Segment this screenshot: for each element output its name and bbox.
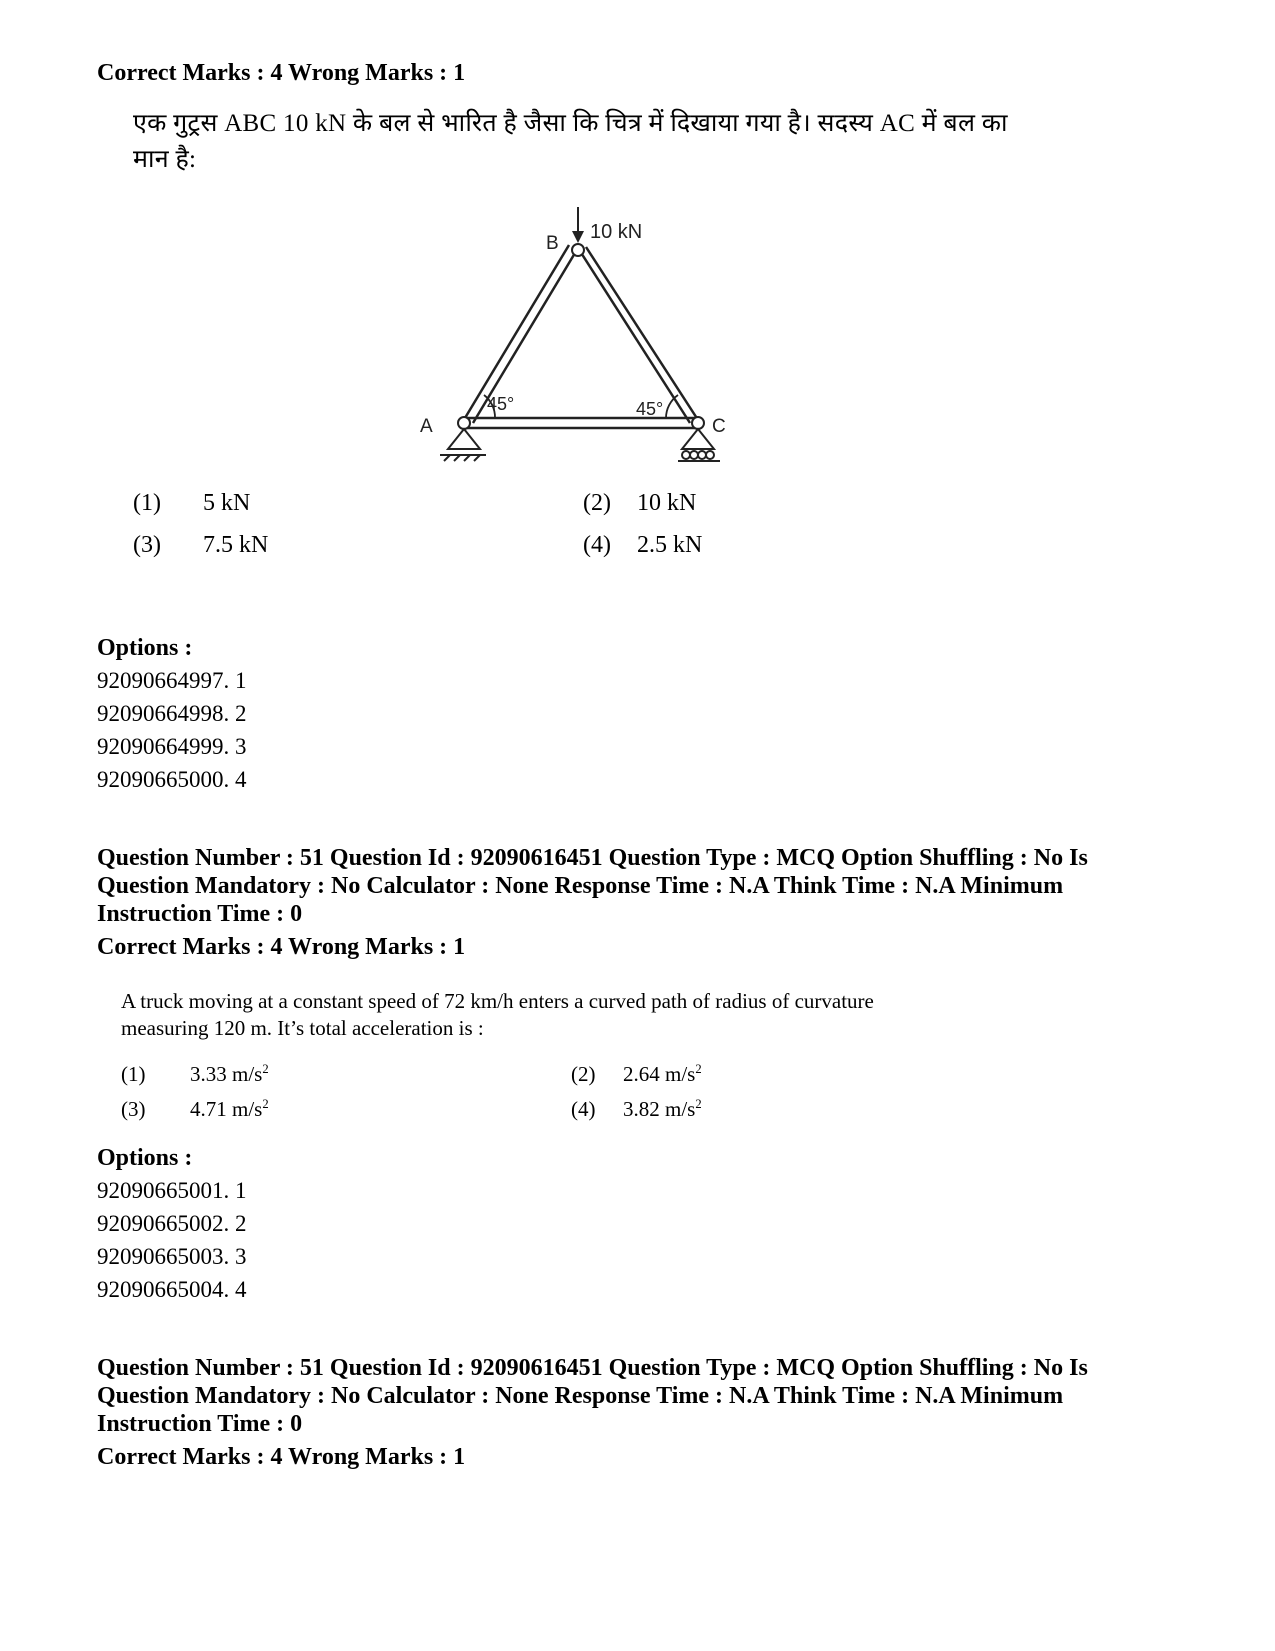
angle-label-c: 45° [636, 399, 664, 419]
option-item: 92090665000. 4 [97, 767, 247, 792]
choice-item: (3) 7.5 kN [133, 532, 269, 558]
load-label: 10 kN [590, 221, 643, 243]
question-text-line: A truck moving at a constant speed of 72 km/h enters a curved path of radius of curvature [121, 989, 874, 1013]
options-heading: Options : [97, 635, 193, 661]
option-item: 92090664997. 1 [97, 668, 247, 693]
choice-item: (2) 10 kN [583, 490, 697, 516]
choice-item: (4) 3.82 $m/s^2$ [571, 1097, 702, 1121]
marks-line: Correct Marks : 4 Wrong Marks : 1 [97, 60, 466, 86]
question-meta [97, 1354, 1137, 1438]
question-meta-line: Question Number : 51 Question Id : 92090616451 Question Type : MCQ Option Shuffling : No Is [97, 1355, 1088, 1381]
question-text [121, 988, 874, 1042]
node-label-a: A [420, 416, 433, 437]
options-heading: Options : [97, 1145, 193, 1171]
option-item: 92090665002. 2 [97, 1211, 247, 1236]
question-meta-line: Instruction Time : 0 [97, 1411, 303, 1437]
question-text-line: measuring 120 m. It’s total acceleration is : [121, 1016, 484, 1040]
options-list [97, 664, 247, 796]
option-item: 92090664999. 3 [97, 734, 247, 759]
option-item: 92090665003. 3 [97, 1244, 247, 1269]
choice-item: (4) 2.5 kN [583, 532, 703, 558]
question-meta-line: Question Mandatory : No Calculator : None Response Time : N.A Think Time : N.A Minimum [97, 873, 1064, 899]
option-item: 92090664998. 2 [97, 701, 247, 726]
marks-line: Correct Marks : 4 Wrong Marks : 1 [97, 1444, 466, 1470]
angle-arc-c [666, 395, 678, 418]
question-text-line: एक गुट्रस ABC 10 kN के बल से भारित है जैसा कि चित्र में दिखाया गया है। सदस्य AC में बल का [133, 110, 1008, 137]
joint-c [692, 417, 704, 429]
options-list [97, 1174, 247, 1306]
question-meta-line: Question Number : 51 Question Id : 92090616451 Question Type : MCQ Option Shuffling : No Is [97, 845, 1088, 871]
joint-b [572, 244, 584, 256]
load-arrow-icon [572, 207, 584, 243]
pin-support-icon [440, 429, 486, 461]
choice-item: (1) 5 kN [133, 490, 251, 516]
option-item: 92090665004. 4 [97, 1277, 247, 1302]
marks-line: Correct Marks : 4 Wrong Marks : 1 [97, 934, 466, 960]
node-label-c: C [712, 416, 726, 437]
question-meta-line: Question Mandatory : No Calculator : None Response Time : N.A Think Time : N.A Minimum [97, 1383, 1064, 1409]
node-label-b: B [546, 233, 559, 254]
choice-item: (3) 4.71 $m/s^2$ [121, 1097, 269, 1121]
question-text [133, 106, 1008, 178]
question-meta-line: Instruction Time : 0 [97, 901, 303, 927]
joint-a [458, 417, 470, 429]
choice-item: (1) 3.33 $m/s^2$ [121, 1062, 269, 1086]
choice-item: (2) 2.64 $m/s^2$ [571, 1062, 702, 1086]
truss-figure [420, 205, 770, 490]
option-item: 92090665001. 1 [97, 1178, 247, 1203]
question-meta [97, 844, 1137, 928]
question-text-line: मान है: [133, 146, 197, 173]
angle-label-a: 45° [487, 394, 515, 414]
